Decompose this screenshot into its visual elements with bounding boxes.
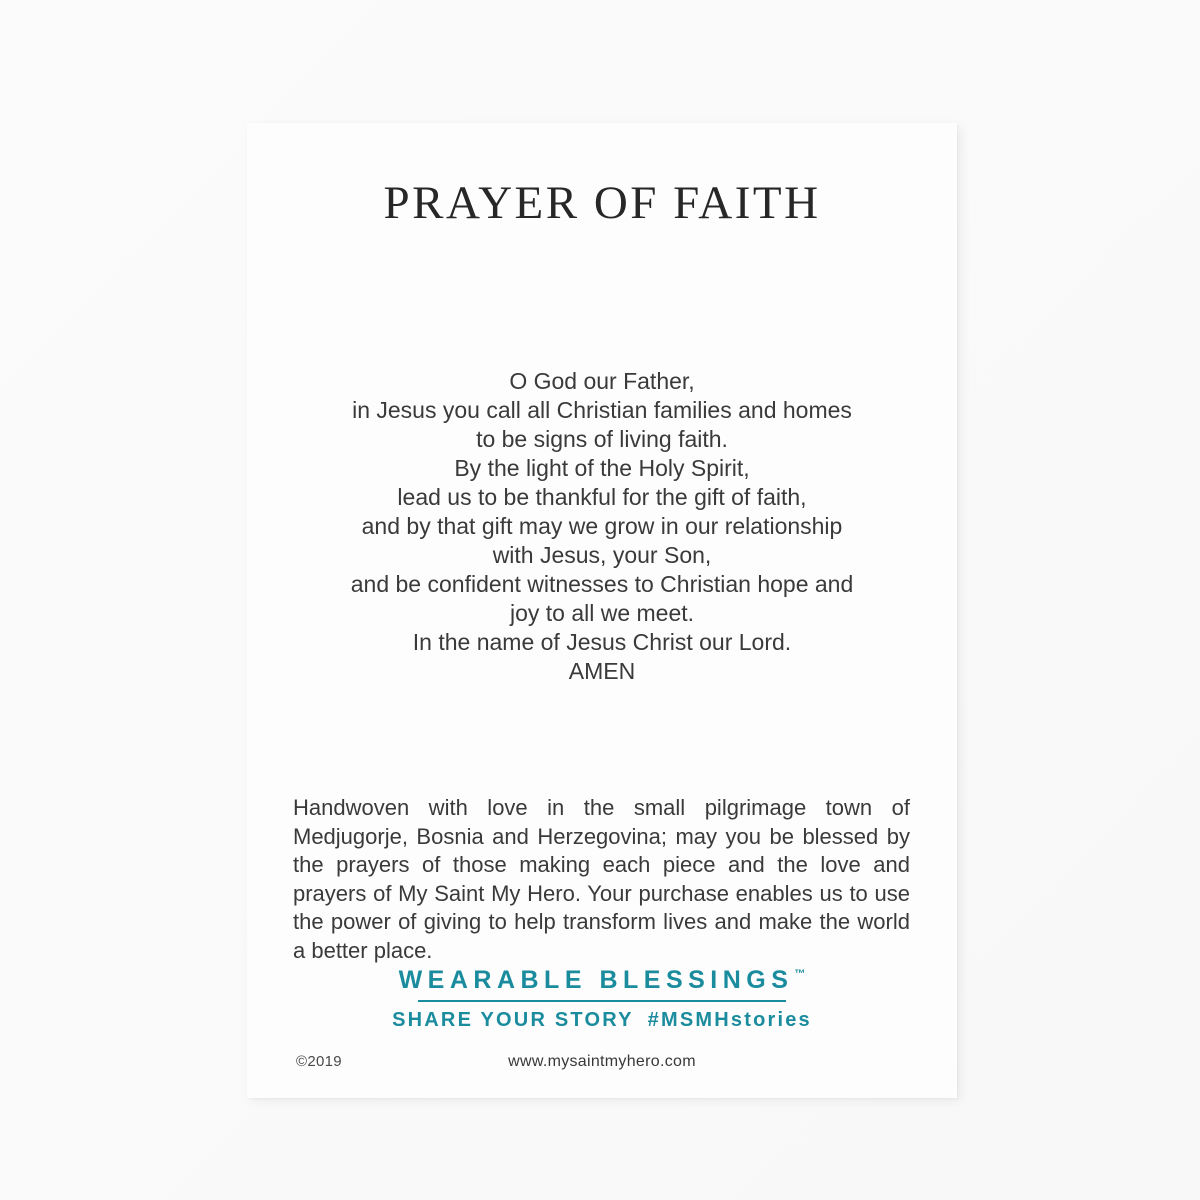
- prayer-line: to be signs of living faith.: [476, 426, 728, 452]
- trademark-symbol: ™: [794, 968, 806, 980]
- website-text: www.mysaintmyhero.com: [508, 1053, 696, 1070]
- prayer-amen: AMEN: [568, 658, 636, 684]
- brand-tagline: [247, 1010, 957, 1030]
- prayer-card: [247, 123, 957, 1098]
- brand-wordmark-text: WEARABLE BLESSINGS: [398, 966, 794, 994]
- brand-wordmark: [247, 968, 957, 993]
- prayer-line: in Jesus you call all Christian families and homes: [352, 397, 852, 423]
- blessing-paragraph: Handwoven with love in the small pilgrimage town of Medjugorje, Bosnia and Herzegovina; may you be blessed by the prayers of those making each piece and the love and prayers of My Saint My Hero. Your purchase enables us to use the power of giving to help transform lives and make the world a better place.: [293, 795, 910, 963]
- hashtag-text: #MSMHstories: [647, 1009, 812, 1031]
- copyright-text: ©2019: [296, 1053, 342, 1070]
- card-footer: [247, 1053, 957, 1073]
- prayer-line: In the name of Jesus Christ our Lord.: [412, 629, 792, 655]
- brand-divider: [418, 1000, 786, 1002]
- prayer-line: lead us to be thankful for the gift of faith,: [397, 484, 807, 510]
- prayer-text: [247, 367, 957, 686]
- tagline-text: SHARE YOUR STORY: [392, 1009, 634, 1031]
- prayer-line: joy to all we meet.: [509, 600, 695, 626]
- prayer-line: and be confident witnesses to Christian hope and: [350, 571, 854, 597]
- prayer-line: with Jesus, your Son,: [492, 542, 712, 568]
- prayer-line: O God our Father,: [509, 368, 695, 394]
- prayer-line: and by that gift may we grow in our relationship: [361, 513, 843, 539]
- card-title: PRAYER OF FAITH: [383, 177, 821, 229]
- prayer-line: By the light of the Holy Spirit,: [454, 455, 750, 481]
- brand-block: [247, 968, 957, 1030]
